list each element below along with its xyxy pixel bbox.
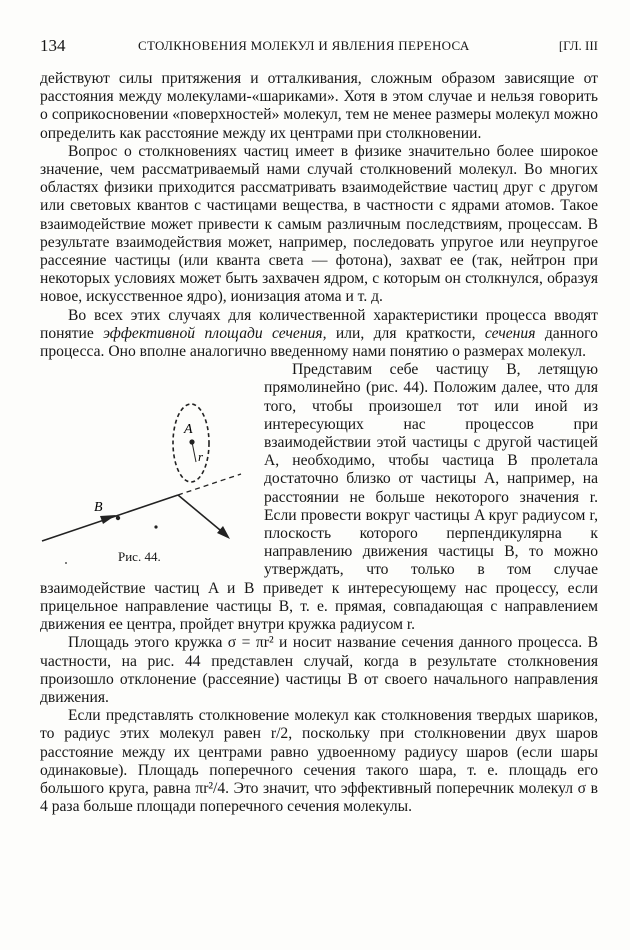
term-effective-cross-section: эффективной площади сечения, — [103, 324, 327, 342]
running-title: СТОЛКНОВЕНИЯ МОЛЕКУЛ И ЯВЛЕНИЯ ПЕРЕНОСА — [138, 38, 470, 53]
paragraph-1: действуют силы притяжения и отталкивания, сложным образом зависящие от расстояния между молекулами-«шариками». Хотя в этом случае и нельзя говорить о соприкосновении «поверхностей» молекул, тем не менее размеры молекул можно определить как расстояние между их центрами при столкновении. — [40, 70, 598, 142]
particle-b — [116, 516, 120, 520]
paragraph-3: Во всех этих случаях для количественной характеристики процесса вводят понятие эффективной площади сечения, или, для краткости, сечения данного процесса. Оно вполне аналогично введенному нами понятию о размерах молекул. — [40, 306, 598, 361]
arrow-incoming — [100, 515, 116, 524]
page-header — [40, 36, 598, 56]
arrow-deflected — [217, 526, 230, 539]
paragraph-6: Если представлять столкновение молекул как столкновения твердых шариков, то радиус этих молекул равен r/2, поскольку при столкновении двух шаров расстояние между их центрами равно удвоенному радиусу шаров (если шары одинаковые). Площадь поперечного сечения такого шара, т. е. площадь его большого круга, равна πr²/4. Это значит, что эффективный поперечник молекул σ в 4 раза больше площади поперечного сечения молекулы. — [40, 707, 598, 816]
figure-44 — [36, 363, 254, 579]
figure-44-diagram — [36, 363, 254, 579]
chapter-label: [ГЛ. III — [558, 38, 598, 53]
paragraph-4: Представим себе частицу B, летящую прямолинейно (рис. 44). Положим далее, что для того, чтобы произошел тот или иной из интересующих нас процессов при взаимодействии этой частицы с другой частицей A, необходимо, чтобы частица B пролетала достаточно близко от частицы A, например, на расстоянии не больше некоторого значения r. Если провести вокруг частицы A круг радиусом r, плоскость которого перпендикулярна к направлению движения частицы B, то можно утверждать, что только в том случае взаимодействие частиц A и B приведет к интересующему нас процессу, если прицельное направление частицы B, т. е. прямая, совпадающая с направлением движения ее центра, пройдет внутри кружка радиусом r. — [40, 361, 598, 634]
body-text — [40, 70, 598, 816]
label-a: A — [184, 422, 193, 438]
label-r: r — [198, 449, 204, 465]
paragraph-2: Вопрос о столкновениях частиц имеет в физике значительно более широкое значение, чем рассматриваемый нами случай столкновений молекул. Во многих областях физики приходится рассматривать взаимодействие частиц друг с другом или световых квантов с частицами вещества, в частности с ядрами атомов. Такое взаимодействие может привести к самым различным последствиям, процессам. В результате взаимодействия может, например, последовать упругое или неупругое рассеяние частицы (или кванта света — фотона), захват ее (так, нейтрон при некоторых условиях может быть захвачен ядром, с которым он столкнулся, образуя новое, искусственное ядро), ионизация атома и т. д. — [40, 142, 598, 306]
radius-line — [192, 442, 196, 462]
term-cross-section: сечения — [484, 324, 536, 342]
figure-caption: Рис. 44. — [118, 549, 161, 565]
page-number: 134 — [40, 36, 66, 55]
aiming-line — [178, 474, 241, 495]
trajectory-deflected — [178, 495, 226, 535]
label-b: B — [94, 500, 103, 516]
stray-dot — [65, 562, 67, 564]
scattering-point — [154, 526, 157, 529]
paragraph-5: Площадь этого кружка σ = πr² и носит название сечения данного процесса. В частности, на рис. 44 представлен случай, когда в результате столкновения произошло отклонение (рассеяние) частицы B от своего начального направления движения. — [40, 634, 598, 706]
